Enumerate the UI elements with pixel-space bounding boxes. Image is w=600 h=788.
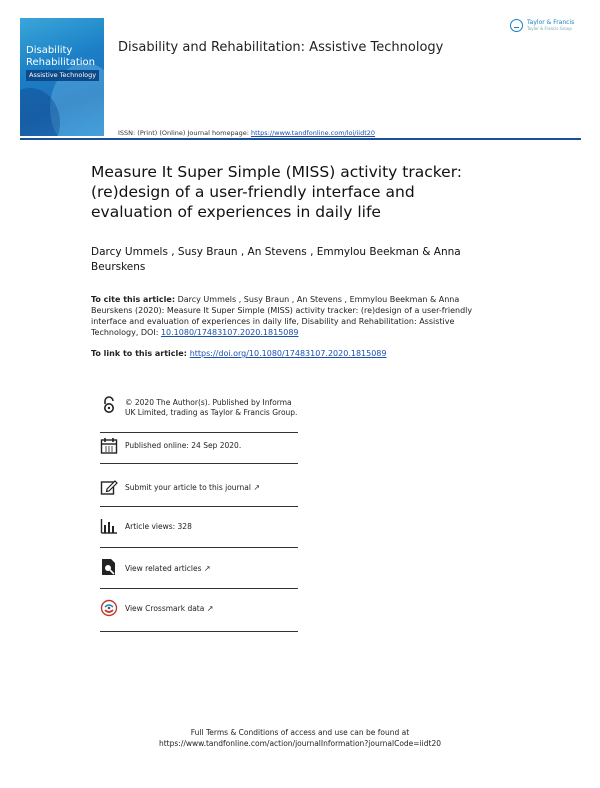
calendar-icon xyxy=(100,437,118,455)
divider xyxy=(100,588,298,589)
crossmark-item[interactable] xyxy=(100,599,298,637)
document-search-icon xyxy=(100,558,118,576)
issn-label: ISSN: (Print) (Online) Journal homepage: xyxy=(118,129,249,137)
citation-line3: interface and evaluation of experiences in daily life, Disability and Rehabilitation: Assistive xyxy=(91,317,455,326)
divider xyxy=(100,432,298,433)
footer-terms xyxy=(0,727,600,749)
cover-title-line2: Rehabilitation xyxy=(26,57,96,68)
citation-block xyxy=(91,294,511,338)
edit-icon xyxy=(100,478,118,496)
citation-label: To cite this article: xyxy=(91,295,176,304)
cover-title-line1: Disability xyxy=(26,45,73,56)
license-item xyxy=(100,396,298,436)
citation-line4: Technology, DOI: xyxy=(91,328,161,337)
related-item[interactable] xyxy=(100,558,298,596)
published-text: Published online: 24 Sep 2020. xyxy=(125,441,242,450)
citation-doi-link[interactable]: 10.1080/17483107.2020.1815089 xyxy=(160,328,299,337)
article-title-line2: (re)design of a user-friendly interface and xyxy=(91,183,415,201)
divider xyxy=(100,547,298,548)
publisher-logo[interactable] xyxy=(510,19,582,35)
issn-line xyxy=(118,129,375,137)
external-link-icon: ↗ xyxy=(203,564,211,573)
license-text: © 2020 The Author(s). Published by Informa UK Limited, trading as Taylor & Francis Group. xyxy=(125,398,298,417)
article-title-line3: evaluation of experiences in daily life xyxy=(91,203,381,221)
divider xyxy=(100,463,298,464)
publisher-logo-icon xyxy=(510,19,523,32)
crossmark-icon xyxy=(100,599,118,617)
footer-line1: Full Terms & Conditions of access and use can be found at xyxy=(190,728,410,737)
external-link-icon: ↗ xyxy=(253,483,261,492)
publisher-logo-sub: Taylor & Francis Group xyxy=(527,26,572,31)
link-to-label: To link to this article: xyxy=(91,349,190,358)
journal-homepage-link[interactable]: https://www.tandfonline.com/loi/iidt20 xyxy=(250,129,376,137)
divider xyxy=(100,631,298,632)
published-item xyxy=(100,437,298,475)
link-to-article xyxy=(91,349,387,358)
authors-line2: Beurskens xyxy=(91,261,146,273)
related-articles-link[interactable]: View related articles xyxy=(125,564,202,573)
crossmark-link[interactable]: View Crossmark data xyxy=(125,604,205,613)
submit-item[interactable] xyxy=(100,478,298,516)
article-authors xyxy=(91,245,531,275)
article-title xyxy=(91,162,531,222)
header-divider xyxy=(20,138,581,140)
journal-title[interactable]: Disability and Rehabilitation: Assistive Technology xyxy=(118,40,444,55)
submit-link[interactable]: Submit your article to this journal xyxy=(125,483,251,492)
article-title-line1: Measure It Super Simple (MISS) activity tracker: xyxy=(91,163,463,181)
publisher-logo-name: Taylor & Francis xyxy=(527,19,575,26)
citation-line2: Beurskens (2020): Measure It Super Simple (MISS) activity tracker: (re)design of a user-friendly xyxy=(91,306,473,315)
views-item xyxy=(100,517,298,555)
external-link-icon: ↗ xyxy=(206,604,214,613)
citation-line1: Darcy Ummels , Susy Braun , An Stevens , Emmylou Beekman & Anna xyxy=(175,295,460,304)
divider xyxy=(100,506,298,507)
views-text: Article views: 328 xyxy=(125,522,192,531)
authors-line1: Darcy Ummels , Susy Braun , An Stevens , Emmylou Beekman & Anna xyxy=(91,246,461,258)
cover-title-line3: Assistive Technology xyxy=(26,70,99,81)
journal-cover-image xyxy=(20,18,104,136)
article-doi-link[interactable]: https://doi.org/10.1080/17483107.2020.1815089 xyxy=(189,349,387,358)
open-access-lock-icon xyxy=(100,396,118,414)
bar-chart-icon xyxy=(100,517,118,535)
footer-terms-link[interactable]: https://www.tandfonline.com/action/journalInformation?journalCode=iidt20 xyxy=(158,739,441,748)
